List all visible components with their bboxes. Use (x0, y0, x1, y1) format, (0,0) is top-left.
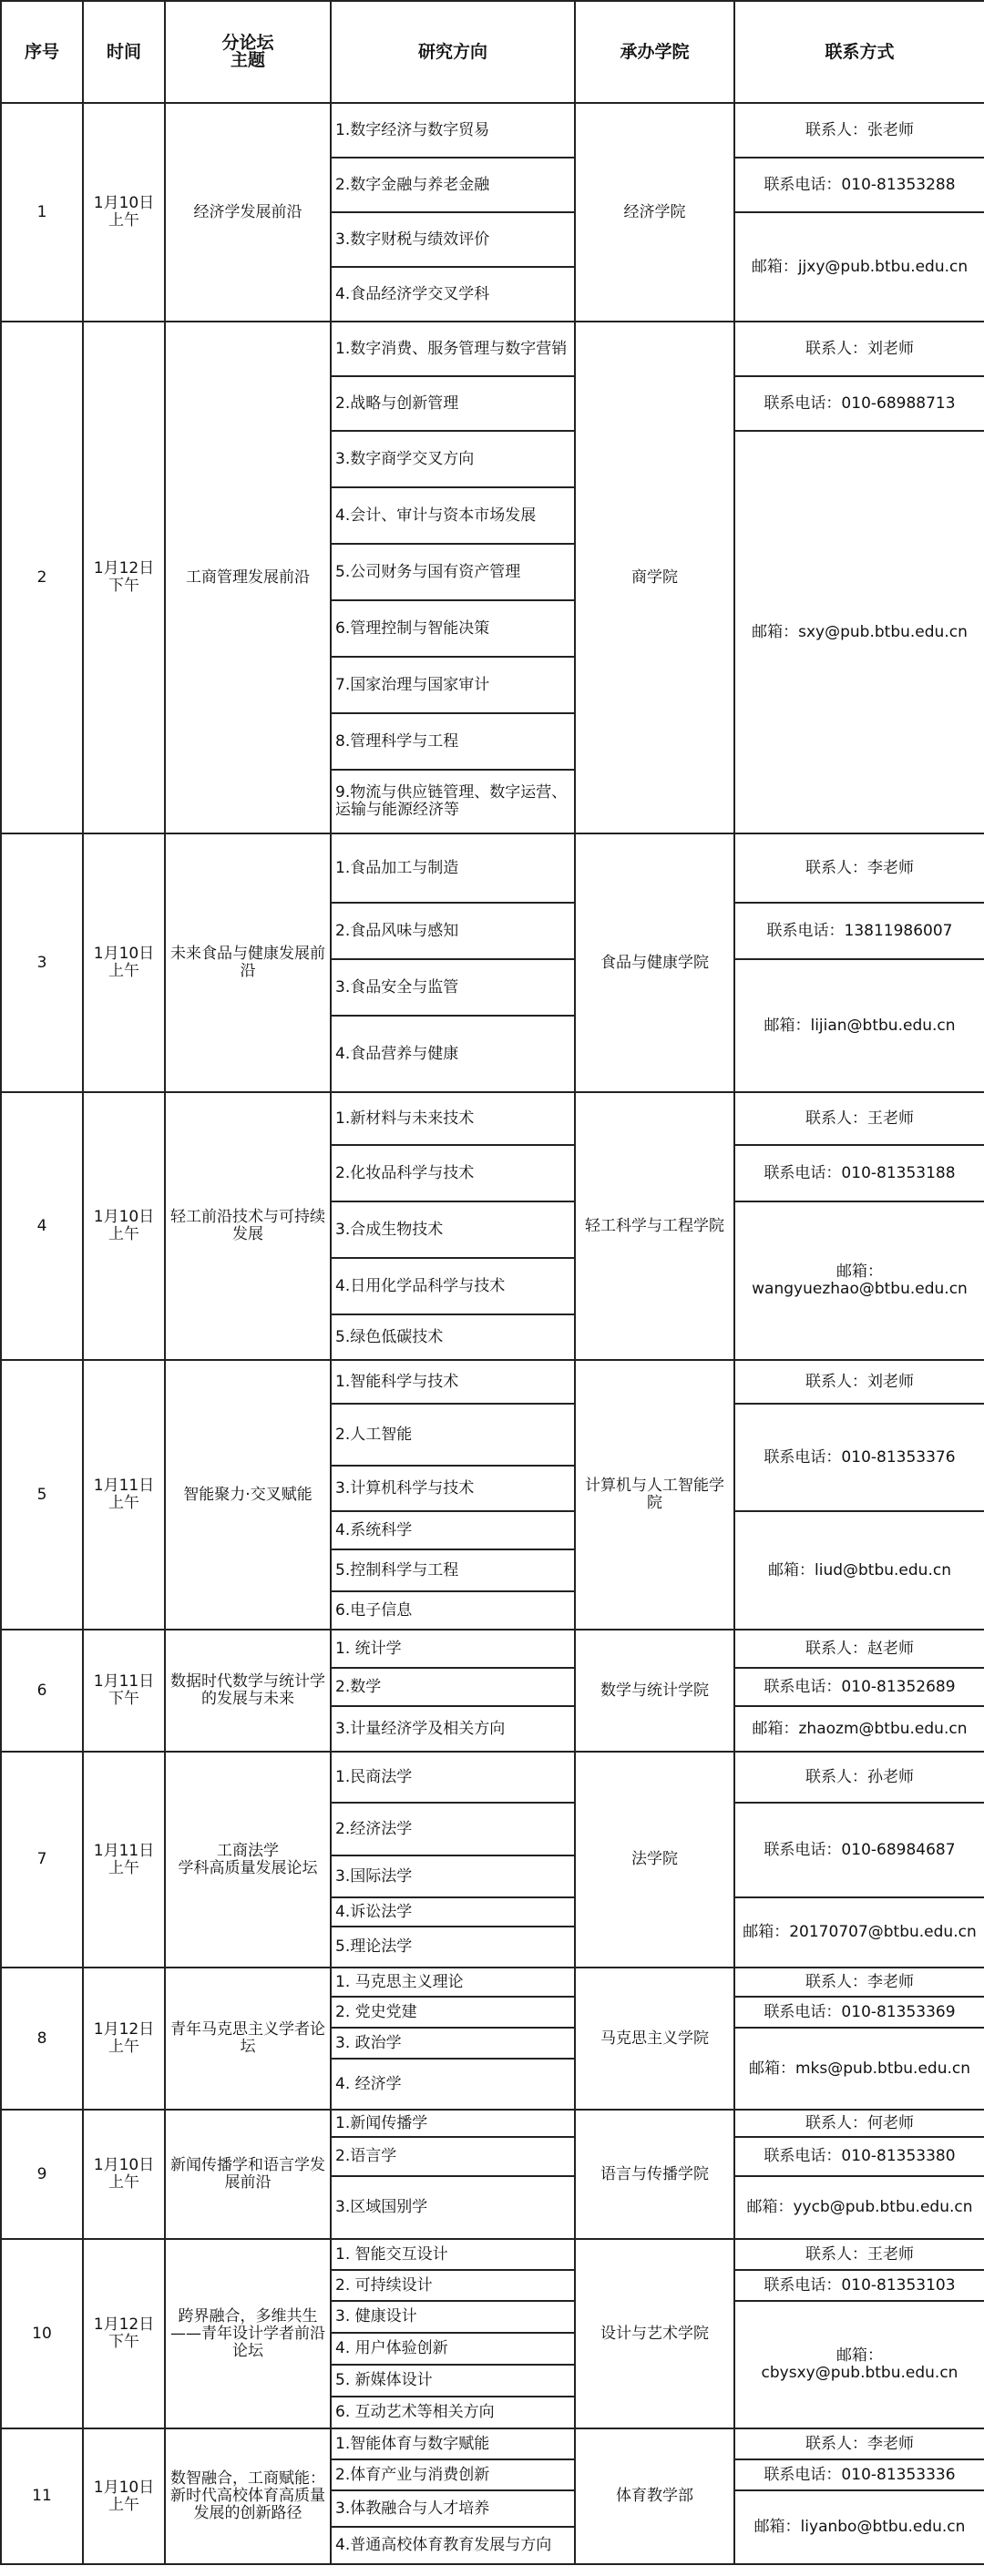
forum-body (1, 103, 984, 2564)
host-college: 商学院 (575, 322, 734, 833)
forum-theme: 跨界融合，多维共生——青年设计学者前沿论坛 (165, 2239, 331, 2428)
research-direction: 3.计算机科学与技术 (331, 1466, 575, 1511)
table-row (1, 2239, 984, 2270)
forum-time: 1月10日上午 (83, 1092, 165, 1360)
forum-time: 1月12日上午 (83, 1968, 165, 2110)
table-row (1, 2110, 984, 2137)
host-college: 法学院 (575, 1752, 734, 1968)
research-direction: 5.绿色低碳技术 (331, 1314, 575, 1360)
table-row (1, 1092, 984, 1145)
forum-seq: 1 (1, 103, 83, 322)
research-direction: 5.公司财务与国有资产管理 (331, 544, 575, 600)
table-row (1, 1360, 984, 1404)
contact-email: 邮箱：sxy@pub.btbu.edu.cn (734, 431, 984, 833)
forum-time: 1月11日上午 (83, 1752, 165, 1968)
contact-person: 联系人：王老师 (734, 2239, 984, 2270)
contact-email: 邮箱：mks@pub.btbu.edu.cn (734, 2028, 984, 2110)
contact-phone: 联系电话：010-68984687 (734, 1803, 984, 1897)
research-direction: 1.数字经济与数字贸易 (331, 103, 575, 158)
forum-theme: 经济学发展前沿 (165, 103, 331, 322)
forum-theme: 工商法学 学科高质量发展论坛 (165, 1752, 331, 1968)
research-direction: 8.管理科学与工程 (331, 713, 575, 770)
research-direction: 1. 统计学 (331, 1630, 575, 1668)
forum-seq: 3 (1, 833, 83, 1092)
forum-seq: 10 (1, 2239, 83, 2428)
table-row (1, 322, 984, 376)
host-college: 经济学院 (575, 103, 734, 322)
research-direction: 2. 党史党建 (331, 1997, 575, 2028)
research-direction: 4.食品经济学交叉学科 (331, 267, 575, 322)
forum-time: 1月12日下午 (83, 322, 165, 833)
forum-theme: 新闻传播学和语言学发展前沿 (165, 2110, 331, 2239)
research-direction: 6.管理控制与智能决策 (331, 600, 575, 657)
research-direction: 3.体教融合与人才培养 (331, 2490, 575, 2527)
host-college: 设计与艺术学院 (575, 2239, 734, 2428)
host-college: 马克思主义学院 (575, 1968, 734, 2110)
forum-time: 1月11日下午 (83, 1630, 165, 1752)
forum-time: 1月12日下午 (83, 2239, 165, 2428)
forum-time: 1月10日上午 (83, 833, 165, 1092)
header-direction: 研究方向 (331, 1, 575, 103)
research-direction: 1. 马克思主义理论 (331, 1968, 575, 1997)
forum-time: 1月10日上午 (83, 2428, 165, 2564)
research-direction: 7.国家治理与国家审计 (331, 657, 575, 713)
header-contact: 联系方式 (734, 1, 984, 103)
research-direction: 2.数学 (331, 1668, 575, 1706)
research-direction: 1.智能科学与技术 (331, 1360, 575, 1404)
forum-seq: 7 (1, 1752, 83, 1968)
research-direction: 2.化妆品科学与技术 (331, 1145, 575, 1201)
forum-time: 1月11日上午 (83, 1360, 165, 1630)
forum-theme: 青年马克思主义学者论坛 (165, 1968, 331, 2110)
forum-seq: 9 (1, 2110, 83, 2239)
forum-theme: 未来食品与健康发展前沿 (165, 833, 331, 1092)
header-time: 时间 (83, 1, 165, 103)
contact-email: 邮箱：wangyuezhao@btbu.edu.cn (734, 1201, 984, 1360)
research-direction: 1.食品加工与制造 (331, 833, 575, 903)
research-direction: 9.物流与供应链管理、数字运营、运输与能源经济等 (331, 770, 575, 833)
research-direction: 4. 经济学 (331, 2059, 575, 2110)
forum-time: 1月10日上午 (83, 2110, 165, 2239)
research-direction: 3.区域国别学 (331, 2176, 575, 2239)
contact-email: 邮箱：liyanbo@btbu.edu.cn (734, 2490, 984, 2564)
research-direction: 3.食品安全与监管 (331, 959, 575, 1016)
research-direction: 1.智能体育与数字赋能 (331, 2428, 575, 2459)
research-direction: 4.系统科学 (331, 1511, 575, 1549)
research-direction: 2.语言学 (331, 2137, 575, 2176)
research-direction: 2.数字金融与养老金融 (331, 158, 575, 212)
table-row (1, 103, 984, 158)
research-direction: 1.民商法学 (331, 1752, 575, 1803)
contact-person: 联系人：刘老师 (734, 1360, 984, 1404)
contact-phone: 联系电话：010-81352689 (734, 1668, 984, 1706)
research-direction: 5.理论法学 (331, 1927, 575, 1968)
table-row (1, 1630, 984, 1668)
contact-phone: 联系电话：010-81353369 (734, 1997, 984, 2028)
header-seq: 序号 (1, 1, 83, 103)
table-row (1, 833, 984, 903)
contact-person: 联系人：王老师 (734, 1092, 984, 1145)
research-direction: 2.经济法学 (331, 1803, 575, 1855)
research-direction: 1.新材料与未来技术 (331, 1092, 575, 1145)
contact-phone: 联系电话：010-81353376 (734, 1404, 984, 1511)
host-college: 数学与统计学院 (575, 1630, 734, 1752)
research-direction: 4.会计、审计与资本市场发展 (331, 487, 575, 544)
forum-seq: 4 (1, 1092, 83, 1360)
research-direction: 2.食品风味与感知 (331, 903, 575, 959)
contact-email: 邮箱：zhaozm@btbu.edu.cn (734, 1706, 984, 1752)
contact-phone: 联系电话：010-81353380 (734, 2137, 984, 2176)
research-direction: 2.战略与创新管理 (331, 376, 575, 431)
contact-phone: 联系电话：010-81353188 (734, 1145, 984, 1201)
research-direction: 4.食品营养与健康 (331, 1016, 575, 1092)
contact-email: 邮箱：yycb@pub.btbu.edu.cn (734, 2176, 984, 2239)
host-college: 计算机与人工智能学院 (575, 1360, 734, 1630)
header-row (1, 1, 984, 103)
research-direction: 4.诉讼法学 (331, 1897, 575, 1927)
research-direction: 4.日用化学品科学与技术 (331, 1258, 575, 1314)
contact-phone: 联系电话：010-81353288 (734, 158, 984, 212)
research-direction: 3.国际法学 (331, 1855, 575, 1897)
host-college: 轻工科学与工程学院 (575, 1092, 734, 1360)
research-direction: 3.数字商学交叉方向 (331, 431, 575, 487)
contact-phone: 联系电话：010-81353336 (734, 2459, 984, 2490)
research-direction: 3.数字财税与绩效评价 (331, 212, 575, 267)
forum-time: 1月10日上午 (83, 103, 165, 322)
research-direction: 5.控制科学与工程 (331, 1549, 575, 1591)
header-college: 承办学院 (575, 1, 734, 103)
contact-email: 邮箱：cbysxy@pub.btbu.edu.cn (734, 2301, 984, 2428)
forum-seq: 2 (1, 322, 83, 833)
contact-person: 联系人：赵老师 (734, 1630, 984, 1668)
forum-theme: 数智融合，工商赋能：新时代高校体育高质量发展的创新路径 (165, 2428, 331, 2564)
contact-email: 邮箱：liud@btbu.edu.cn (734, 1511, 984, 1630)
research-direction: 1.数字消费、服务管理与数字营销 (331, 322, 575, 376)
host-college: 食品与健康学院 (575, 833, 734, 1092)
contact-phone: 联系电话：010-68988713 (734, 376, 984, 431)
research-direction: 2.人工智能 (331, 1404, 575, 1466)
research-direction: 3.计量经济学及相关方向 (331, 1706, 575, 1752)
research-direction: 2.体育产业与消费创新 (331, 2459, 575, 2490)
forum-seq: 8 (1, 1968, 83, 2110)
contact-email: 邮箱：jjxy@pub.btbu.edu.cn (734, 212, 984, 322)
forum-seq: 11 (1, 2428, 83, 2564)
header-theme: 分论坛 主题 (165, 1, 331, 103)
research-direction: 3.合成生物技术 (331, 1201, 575, 1258)
research-direction: 3. 健康设计 (331, 2301, 575, 2333)
research-direction: 2. 可持续设计 (331, 2270, 575, 2301)
research-direction: 6.电子信息 (331, 1591, 575, 1630)
contact-person: 联系人：李老师 (734, 833, 984, 903)
contact-email: 邮箱：lijian@btbu.edu.cn (734, 959, 984, 1092)
research-direction: 1.新闻传播学 (331, 2110, 575, 2137)
table-row (1, 1968, 984, 1997)
forum-theme: 智能聚力·交叉赋能 (165, 1360, 331, 1630)
research-direction: 4.普通高校体育教育发展与方向 (331, 2527, 575, 2564)
table-row (1, 2428, 984, 2459)
contact-person: 联系人：孙老师 (734, 1752, 984, 1803)
forum-seq: 6 (1, 1630, 83, 1752)
contact-email: 邮箱：20170707@btbu.edu.cn (734, 1897, 984, 1968)
contact-phone: 联系电话：13811986007 (734, 903, 984, 959)
contact-person: 联系人：李老师 (734, 2428, 984, 2459)
forum-seq: 5 (1, 1360, 83, 1630)
forum-theme: 数据时代数学与统计学的发展与未来 (165, 1630, 331, 1752)
contact-person: 联系人：李老师 (734, 1968, 984, 1997)
contact-phone: 联系电话：010-81353103 (734, 2270, 984, 2301)
research-direction: 6. 互动艺术等相关方向 (331, 2397, 575, 2428)
contact-person: 联系人：张老师 (734, 103, 984, 158)
forum-theme: 轻工前沿技术与可持续发展 (165, 1092, 331, 1360)
research-direction: 3. 政治学 (331, 2028, 575, 2059)
host-college: 语言与传播学院 (575, 2110, 734, 2239)
contact-person: 联系人：刘老师 (734, 322, 984, 376)
research-direction: 5. 新媒体设计 (331, 2365, 575, 2397)
research-direction: 4. 用户体验创新 (331, 2333, 575, 2365)
table-row (1, 1752, 984, 1803)
host-college: 体育教学部 (575, 2428, 734, 2564)
contact-person: 联系人：何老师 (734, 2110, 984, 2137)
research-direction: 1. 智能交互设计 (331, 2239, 575, 2270)
forum-theme: 工商管理发展前沿 (165, 322, 331, 833)
